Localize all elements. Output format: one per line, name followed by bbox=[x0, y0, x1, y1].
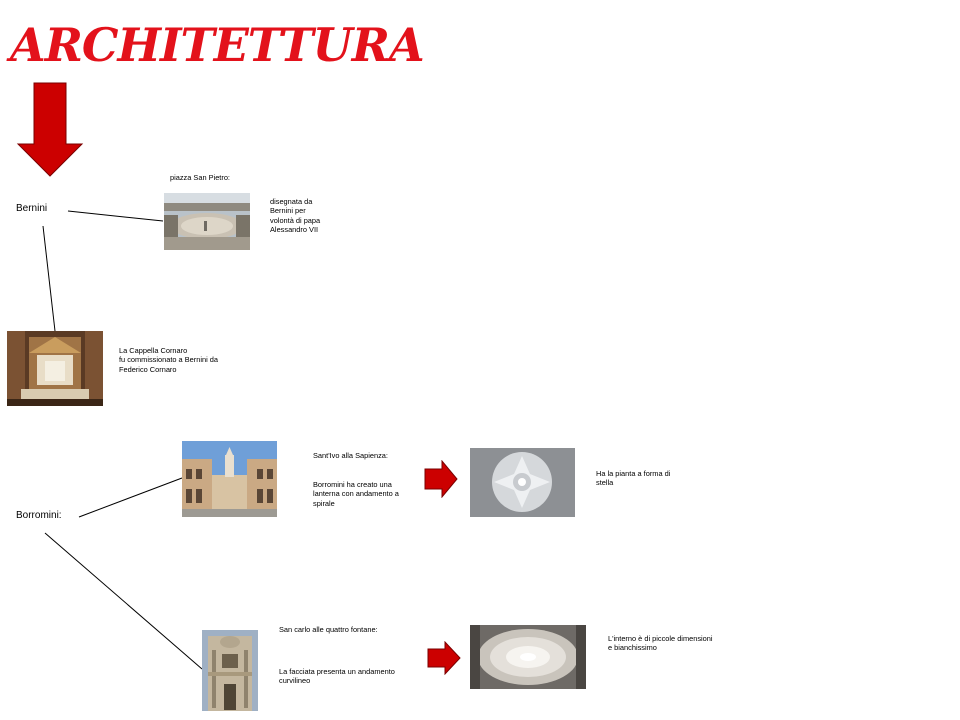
caption-piazza-san-pietro: piazza San Pietro: bbox=[170, 173, 230, 182]
line-bernini-cornaro bbox=[43, 226, 55, 331]
photo-san-carlo-dome bbox=[470, 625, 586, 689]
caption-santivo: Sant'Ivo alla Sapienza: bbox=[313, 451, 388, 460]
node-borromini: Borromini: bbox=[16, 510, 62, 521]
line-borromini-santivo bbox=[79, 478, 182, 517]
caption-san-carlo: San carlo alle quattro fontane: bbox=[279, 625, 378, 634]
desc-piazza-san-pietro: disegnata da Bernini per volontà di papa Alessandro VII bbox=[270, 197, 321, 235]
photo-piazza-san-pietro bbox=[164, 193, 250, 250]
photo-cappella-cornaro bbox=[7, 331, 103, 406]
desc-san-carlo-interior: L'interno è di piccole dimensioni e bianchissimo bbox=[608, 634, 713, 653]
desc-santivo-plan: Ha la pianta a forma di stella bbox=[596, 469, 671, 488]
photo-santivo-courtyard bbox=[182, 441, 277, 517]
page-title: ARCHITETTURA bbox=[10, 18, 424, 72]
photo-san-carlo-facade bbox=[202, 630, 258, 711]
right-arrow-icon bbox=[424, 460, 458, 498]
node-bernini: Bernini bbox=[16, 203, 48, 214]
line-bernini-piazza bbox=[68, 211, 163, 221]
photo-santivo-dome bbox=[470, 448, 575, 517]
desc-san-carlo: La facciata presenta un andamento curvilineo bbox=[279, 667, 395, 686]
line-borromini-sancarlo bbox=[45, 533, 202, 669]
right-arrow-icon bbox=[427, 641, 461, 675]
desc-santivo: Borromini ha creato una lanterna con andamento a spirale bbox=[313, 480, 399, 508]
desc-cappella-cornaro: La Cappella Cornaro fu commissionato a Bernini da Federico Cornaro bbox=[119, 346, 219, 374]
